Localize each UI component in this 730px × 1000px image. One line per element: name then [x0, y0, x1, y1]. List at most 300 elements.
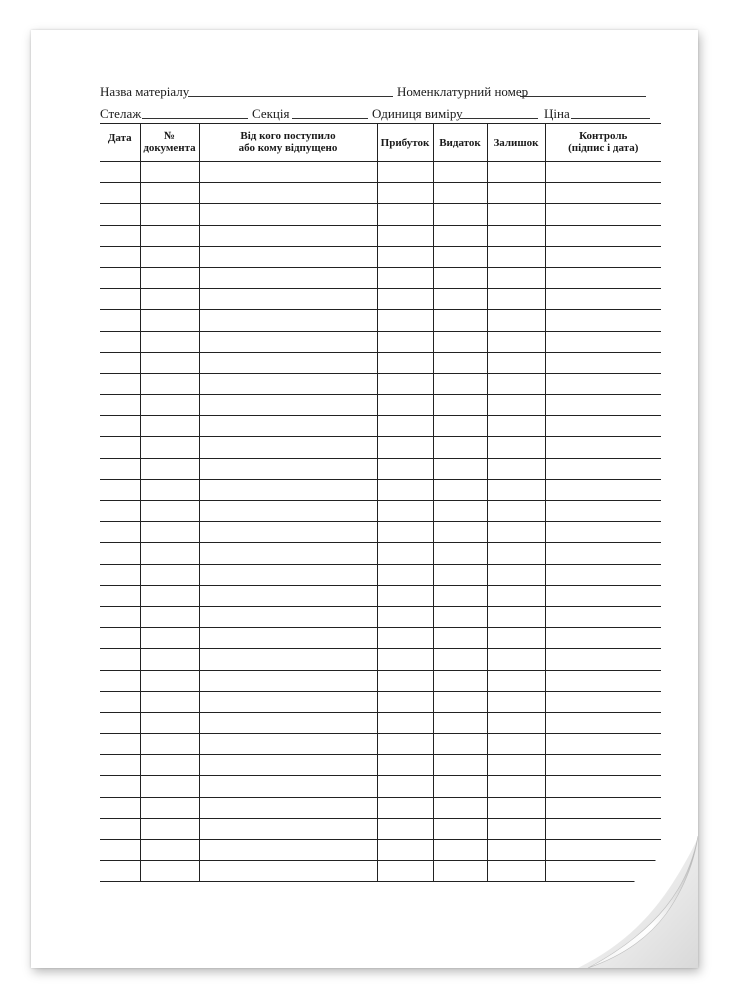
- table-cell[interactable]: [100, 606, 140, 627]
- table-cell[interactable]: [545, 310, 661, 331]
- table-cell[interactable]: [140, 564, 199, 585]
- table-cell[interactable]: [545, 352, 661, 373]
- table-cell[interactable]: [487, 246, 545, 267]
- table-cell[interactable]: [100, 225, 140, 246]
- table-cell[interactable]: [199, 564, 377, 585]
- table-cell[interactable]: [377, 373, 433, 394]
- table-cell[interactable]: [199, 585, 377, 606]
- table-cell[interactable]: [377, 861, 433, 882]
- table-cell[interactable]: [487, 564, 545, 585]
- table-cell[interactable]: [140, 225, 199, 246]
- table-cell[interactable]: [487, 310, 545, 331]
- table-cell[interactable]: [487, 522, 545, 543]
- table-cell[interactable]: [487, 479, 545, 500]
- table-cell[interactable]: [487, 225, 545, 246]
- table-row: [100, 776, 661, 797]
- table-cell[interactable]: [100, 818, 140, 839]
- table-cell[interactable]: [487, 183, 545, 204]
- table-cell[interactable]: [100, 162, 140, 183]
- table-cell[interactable]: [545, 564, 661, 585]
- table-cell[interactable]: [377, 395, 433, 416]
- table-cell[interactable]: [140, 670, 199, 691]
- table-cell[interactable]: [433, 204, 487, 225]
- column-header-line1: Дата: [107, 132, 132, 144]
- table-cell[interactable]: [487, 818, 545, 839]
- column-header-line1: №: [163, 130, 176, 142]
- table-cell[interactable]: [377, 649, 433, 670]
- table-cell[interactable]: [199, 183, 377, 204]
- table-cell[interactable]: [140, 691, 199, 712]
- table-cell[interactable]: [545, 712, 661, 733]
- table-cell[interactable]: [433, 310, 487, 331]
- table-cell[interactable]: [487, 585, 545, 606]
- material-name-label: Назва матеріалу: [100, 84, 190, 99]
- table-cell[interactable]: [377, 501, 433, 522]
- table-cell[interactable]: [100, 416, 140, 437]
- table-cell[interactable]: [487, 606, 545, 627]
- table-cell[interactable]: [487, 755, 545, 776]
- table-row: [100, 331, 661, 352]
- table-cell[interactable]: [433, 416, 487, 437]
- unit-label: Одиниця виміру: [372, 106, 463, 121]
- table-cell[interactable]: [545, 437, 661, 458]
- table-cell[interactable]: [100, 289, 140, 310]
- table-cell[interactable]: [545, 670, 661, 691]
- table-cell[interactable]: [433, 564, 487, 585]
- table-cell[interactable]: [199, 712, 377, 733]
- table-cell[interactable]: [199, 522, 377, 543]
- table-cell[interactable]: [545, 458, 661, 479]
- table-cell[interactable]: [199, 670, 377, 691]
- table-cell[interactable]: [199, 289, 377, 310]
- table-cell[interactable]: [487, 373, 545, 394]
- table-row: [100, 606, 661, 627]
- table-cell[interactable]: [433, 522, 487, 543]
- table-cell[interactable]: [140, 501, 199, 522]
- table-cell[interactable]: [433, 691, 487, 712]
- table-cell[interactable]: [100, 670, 140, 691]
- table-cell[interactable]: [545, 246, 661, 267]
- table-cell[interactable]: [433, 649, 487, 670]
- table-cell[interactable]: [545, 162, 661, 183]
- table-cell[interactable]: [487, 776, 545, 797]
- table-cell[interactable]: [433, 585, 487, 606]
- table-cell[interactable]: [100, 352, 140, 373]
- table-cell[interactable]: [433, 479, 487, 500]
- table-cell[interactable]: [100, 331, 140, 352]
- section-field[interactable]: [292, 106, 368, 119]
- column-header-control: [545, 124, 661, 162]
- table-cell[interactable]: [377, 840, 433, 861]
- table-cell[interactable]: [199, 818, 377, 839]
- table-row: [100, 840, 661, 861]
- table-cell[interactable]: [377, 543, 433, 564]
- table-cell[interactable]: [545, 861, 661, 882]
- column-header-line2: або кому відпущено: [238, 142, 338, 154]
- table-cell[interactable]: [433, 840, 487, 861]
- table-cell[interactable]: [545, 416, 661, 437]
- table-cell[interactable]: [100, 246, 140, 267]
- table-cell[interactable]: [377, 628, 433, 649]
- table-cell[interactable]: [140, 628, 199, 649]
- rack-field[interactable]: [142, 106, 248, 119]
- table-cell[interactable]: [377, 606, 433, 627]
- table-cell[interactable]: [433, 670, 487, 691]
- table-cell[interactable]: [545, 797, 661, 818]
- table-cell[interactable]: [487, 416, 545, 437]
- table-row: [100, 585, 661, 606]
- table-cell[interactable]: [100, 797, 140, 818]
- column-header-date: [100, 124, 140, 162]
- table-cell[interactable]: [100, 267, 140, 288]
- table-row: [100, 183, 661, 204]
- table-cell[interactable]: [199, 734, 377, 755]
- column-header-line1: Залишок: [493, 137, 539, 149]
- table-cell[interactable]: [140, 818, 199, 839]
- table-row: [100, 225, 661, 246]
- table-cell[interactable]: [433, 395, 487, 416]
- table-cell[interactable]: [140, 458, 199, 479]
- table-row: [100, 204, 661, 225]
- nomenclature-number-field[interactable]: [520, 84, 646, 97]
- table-cell[interactable]: [100, 543, 140, 564]
- table-cell[interactable]: [199, 352, 377, 373]
- table-cell[interactable]: [100, 691, 140, 712]
- table-cell[interactable]: [377, 818, 433, 839]
- table-cell[interactable]: [433, 734, 487, 755]
- table-cell[interactable]: [545, 331, 661, 352]
- table-cell[interactable]: [377, 416, 433, 437]
- table-row: [100, 289, 661, 310]
- table-cell[interactable]: [487, 204, 545, 225]
- table-cell[interactable]: [199, 310, 377, 331]
- table-cell[interactable]: [433, 352, 487, 373]
- table-cell[interactable]: [487, 543, 545, 564]
- table-cell[interactable]: [199, 246, 377, 267]
- table-cell[interactable]: [487, 458, 545, 479]
- table-cell[interactable]: [487, 289, 545, 310]
- table-cell[interactable]: [140, 416, 199, 437]
- table-cell[interactable]: [545, 373, 661, 394]
- table-row: [100, 395, 661, 416]
- table-cell[interactable]: [377, 734, 433, 755]
- table-cell[interactable]: [100, 310, 140, 331]
- table-cell[interactable]: [433, 183, 487, 204]
- table-cell[interactable]: [199, 543, 377, 564]
- table-cell[interactable]: [199, 204, 377, 225]
- table-cell[interactable]: [545, 840, 661, 861]
- table-cell[interactable]: [433, 543, 487, 564]
- table-cell[interactable]: [433, 267, 487, 288]
- table-cell[interactable]: [140, 352, 199, 373]
- location-row: [100, 106, 661, 122]
- table-cell[interactable]: [433, 606, 487, 627]
- table-cell[interactable]: [377, 691, 433, 712]
- table-cell[interactable]: [199, 797, 377, 818]
- table-row: [100, 649, 661, 670]
- table-cell[interactable]: [199, 416, 377, 437]
- table-cell[interactable]: [433, 331, 487, 352]
- column-header-line1: Контроль: [579, 130, 628, 142]
- table-cell[interactable]: [377, 183, 433, 204]
- table-cell[interactable]: [199, 373, 377, 394]
- table-row: [100, 543, 661, 564]
- table-row: [100, 712, 661, 733]
- table-cell[interactable]: [545, 289, 661, 310]
- table-row: [100, 352, 661, 373]
- column-header-line2: документа: [143, 142, 196, 154]
- table-cell[interactable]: [545, 649, 661, 670]
- column-header-balance: [487, 124, 545, 162]
- table-row: [100, 755, 661, 776]
- table-cell[interactable]: [487, 331, 545, 352]
- table-cell[interactable]: [545, 183, 661, 204]
- table-row: [100, 691, 661, 712]
- table-cell[interactable]: [545, 776, 661, 797]
- table-cell[interactable]: [199, 606, 377, 627]
- table-cell[interactable]: [377, 522, 433, 543]
- table-cell[interactable]: [377, 204, 433, 225]
- table-cell[interactable]: [487, 628, 545, 649]
- table-cell[interactable]: [377, 289, 433, 310]
- table-cell[interactable]: [199, 501, 377, 522]
- table-cell[interactable]: [199, 458, 377, 479]
- table-cell[interactable]: [487, 797, 545, 818]
- table-cell[interactable]: [487, 162, 545, 183]
- price-field[interactable]: [571, 106, 650, 119]
- table-cell[interactable]: [433, 458, 487, 479]
- table-cell[interactable]: [100, 501, 140, 522]
- table-cell[interactable]: [140, 289, 199, 310]
- table-header-row: [100, 124, 661, 162]
- table-cell[interactable]: [433, 797, 487, 818]
- table-body: [100, 162, 661, 882]
- table-cell[interactable]: [487, 861, 545, 882]
- table-cell[interactable]: [433, 501, 487, 522]
- table-cell[interactable]: [199, 395, 377, 416]
- column-header-expense: [433, 124, 487, 162]
- table-cell[interactable]: [487, 691, 545, 712]
- table-cell[interactable]: [433, 289, 487, 310]
- table-cell[interactable]: [545, 734, 661, 755]
- table-cell[interactable]: [100, 585, 140, 606]
- table-cell[interactable]: [100, 649, 140, 670]
- table-cell[interactable]: [545, 501, 661, 522]
- table-cell[interactable]: [199, 840, 377, 861]
- table-cell[interactable]: [377, 437, 433, 458]
- table-cell[interactable]: [100, 776, 140, 797]
- table-row: [100, 162, 661, 183]
- table-row: [100, 501, 661, 522]
- column-header-line1: Видаток: [439, 137, 481, 149]
- table-cell[interactable]: [140, 712, 199, 733]
- table-cell[interactable]: [100, 458, 140, 479]
- table-cell[interactable]: [140, 649, 199, 670]
- table-cell[interactable]: [545, 204, 661, 225]
- table-cell[interactable]: [545, 691, 661, 712]
- column-header-document-number: [140, 124, 199, 162]
- column-header-line2: (підпис і дата): [568, 142, 639, 154]
- table-cell[interactable]: [140, 373, 199, 394]
- table-cell[interactable]: [487, 670, 545, 691]
- table-cell[interactable]: [140, 797, 199, 818]
- table-cell[interactable]: [377, 331, 433, 352]
- table-cell[interactable]: [199, 628, 377, 649]
- table-cell[interactable]: [140, 162, 199, 183]
- table-cell[interactable]: [140, 776, 199, 797]
- table-cell[interactable]: [487, 840, 545, 861]
- table-cell[interactable]: [433, 162, 487, 183]
- table-cell[interactable]: [199, 776, 377, 797]
- table-cell[interactable]: [199, 437, 377, 458]
- table-cell[interactable]: [140, 861, 199, 882]
- table-row: [100, 797, 661, 818]
- table-cell[interactable]: [545, 606, 661, 627]
- table-cell[interactable]: [100, 734, 140, 755]
- table-cell[interactable]: [100, 395, 140, 416]
- table-cell[interactable]: [100, 564, 140, 585]
- table-cell[interactable]: [377, 585, 433, 606]
- table-cell[interactable]: [487, 734, 545, 755]
- column-header-line1: Від кого поступило: [240, 130, 336, 142]
- table-cell[interactable]: [199, 225, 377, 246]
- table-cell[interactable]: [487, 352, 545, 373]
- table-cell[interactable]: [100, 522, 140, 543]
- table-cell[interactable]: [545, 755, 661, 776]
- table-cell[interactable]: [433, 818, 487, 839]
- table-cell[interactable]: [433, 437, 487, 458]
- table-cell[interactable]: [433, 246, 487, 267]
- rack-label: Стелаж: [100, 106, 142, 121]
- table-cell[interactable]: [100, 861, 140, 882]
- table-row: [100, 564, 661, 585]
- table-cell[interactable]: [140, 246, 199, 267]
- table-row: [100, 267, 661, 288]
- table-cell[interactable]: [140, 331, 199, 352]
- table-cell[interactable]: [377, 225, 433, 246]
- table-cell[interactable]: [433, 861, 487, 882]
- ledger-table: [100, 123, 661, 882]
- table-cell[interactable]: [377, 670, 433, 691]
- table-cell[interactable]: [377, 162, 433, 183]
- table-cell[interactable]: [100, 373, 140, 394]
- table-cell[interactable]: [100, 437, 140, 458]
- table-cell[interactable]: [199, 267, 377, 288]
- table-cell[interactable]: [140, 310, 199, 331]
- column-header-from-whom: [199, 124, 377, 162]
- table-row: [100, 458, 661, 479]
- table-row: [100, 818, 661, 839]
- table-cell[interactable]: [100, 712, 140, 733]
- table-cell[interactable]: [140, 585, 199, 606]
- table-cell[interactable]: [487, 395, 545, 416]
- table-cell[interactable]: [545, 395, 661, 416]
- table-cell[interactable]: [140, 267, 199, 288]
- table-cell[interactable]: [140, 437, 199, 458]
- table-row: [100, 522, 661, 543]
- table-cell[interactable]: [199, 755, 377, 776]
- table-row: [100, 861, 661, 882]
- table-cell[interactable]: [433, 712, 487, 733]
- table-cell[interactable]: [487, 501, 545, 522]
- table-cell[interactable]: [377, 267, 433, 288]
- unit-field[interactable]: [460, 106, 538, 119]
- table-cell[interactable]: [433, 225, 487, 246]
- table-cell[interactable]: [377, 479, 433, 500]
- table-cell[interactable]: [377, 776, 433, 797]
- table-cell[interactable]: [377, 246, 433, 267]
- material-name-row: [100, 84, 661, 100]
- table-cell[interactable]: [140, 204, 199, 225]
- table-row: [100, 310, 661, 331]
- table-cell[interactable]: [487, 649, 545, 670]
- table-cell[interactable]: [433, 776, 487, 797]
- table-cell[interactable]: [377, 310, 433, 331]
- table-cell[interactable]: [199, 649, 377, 670]
- table-cell[interactable]: [433, 755, 487, 776]
- table-cell[interactable]: [100, 204, 140, 225]
- ledger-sheet: [31, 30, 698, 968]
- table-cell[interactable]: [140, 479, 199, 500]
- table-cell[interactable]: [199, 861, 377, 882]
- table-cell[interactable]: [433, 373, 487, 394]
- table-cell[interactable]: [140, 522, 199, 543]
- column-header-line1: Прибуток: [380, 137, 430, 149]
- table-cell[interactable]: [545, 543, 661, 564]
- section-label: Секція: [252, 106, 290, 121]
- table-cell[interactable]: [487, 437, 545, 458]
- table-cell[interactable]: [545, 585, 661, 606]
- table-cell[interactable]: [199, 479, 377, 500]
- table-row: [100, 628, 661, 649]
- table-cell[interactable]: [199, 162, 377, 183]
- table-cell[interactable]: [377, 712, 433, 733]
- table-cell[interactable]: [545, 522, 661, 543]
- table-cell[interactable]: [377, 352, 433, 373]
- table-cell[interactable]: [545, 628, 661, 649]
- table-cell[interactable]: [100, 628, 140, 649]
- table-cell[interactable]: [199, 691, 377, 712]
- table-cell[interactable]: [377, 797, 433, 818]
- table-row: [100, 734, 661, 755]
- table-cell[interactable]: [545, 267, 661, 288]
- table-cell[interactable]: [140, 755, 199, 776]
- table-cell[interactable]: [140, 606, 199, 627]
- table-cell[interactable]: [199, 331, 377, 352]
- table-cell[interactable]: [100, 479, 140, 500]
- table-cell[interactable]: [100, 840, 140, 861]
- table-cell[interactable]: [487, 712, 545, 733]
- table-cell[interactable]: [487, 267, 545, 288]
- column-header-income: [377, 124, 433, 162]
- table-cell[interactable]: [100, 183, 140, 204]
- table-cell[interactable]: [377, 564, 433, 585]
- table-cell[interactable]: [433, 628, 487, 649]
- table-cell[interactable]: [545, 479, 661, 500]
- table-cell[interactable]: [545, 225, 661, 246]
- material-name-field[interactable]: [188, 84, 393, 97]
- table-cell[interactable]: [377, 755, 433, 776]
- table-cell[interactable]: [140, 543, 199, 564]
- table-cell[interactable]: [140, 840, 199, 861]
- table-cell[interactable]: [140, 183, 199, 204]
- table-cell[interactable]: [100, 755, 140, 776]
- table-cell[interactable]: [140, 734, 199, 755]
- table-row: [100, 437, 661, 458]
- table-cell[interactable]: [545, 818, 661, 839]
- table-cell[interactable]: [377, 458, 433, 479]
- table-cell[interactable]: [140, 395, 199, 416]
